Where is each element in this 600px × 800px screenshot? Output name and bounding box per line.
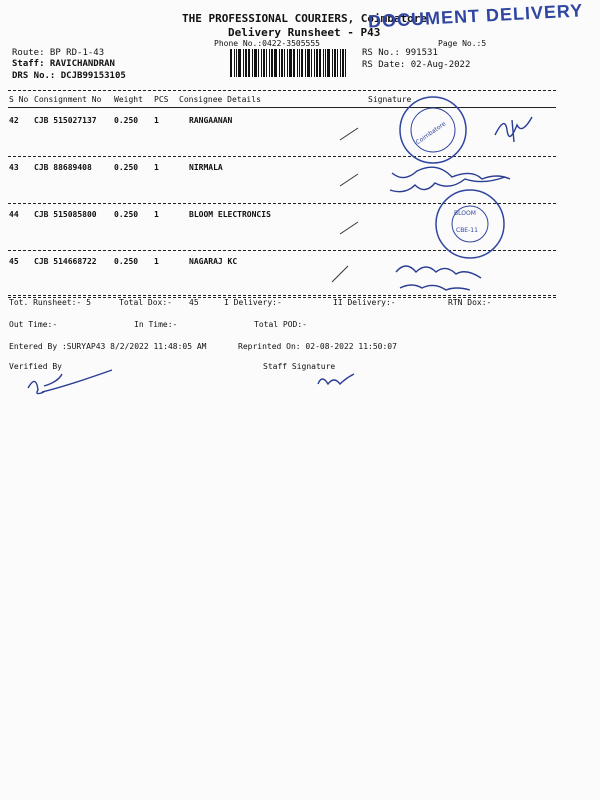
rs-number: RS No.: 991531 bbox=[362, 48, 438, 58]
svg-text:CBE-11: CBE-11 bbox=[456, 227, 478, 234]
verified-by: Verified By bbox=[9, 362, 62, 371]
cell-sno: 44 bbox=[9, 210, 19, 219]
cell-sno: 43 bbox=[9, 163, 19, 172]
universal-energy-stamp bbox=[400, 97, 466, 163]
svg-text:Coimbatore: Coimbatore bbox=[414, 120, 448, 147]
total-pod: Total POD:- bbox=[254, 320, 307, 329]
cell-pcs: 1 bbox=[154, 210, 159, 219]
page-number: Page No.:5 bbox=[438, 39, 487, 48]
i-delivery: I Delivery:- bbox=[224, 298, 282, 307]
in-time: In Time:- bbox=[134, 320, 178, 329]
rs-date: RS Date: 02-Aug-2022 bbox=[362, 60, 471, 70]
col-header-consignee: Consignee Details bbox=[179, 95, 261, 104]
rtn-dox: RTN Dox:- bbox=[448, 298, 492, 307]
col-header-consignment: Consignment No bbox=[34, 95, 102, 104]
col-header-pcs: PCS bbox=[154, 95, 169, 104]
drs-label: DRS No.: DCJB99153105 bbox=[12, 71, 126, 81]
document-delivery-stamp: DOCUMENT DELIVERY bbox=[367, 0, 584, 32]
route-label: Route: BP RD-1-43 bbox=[12, 48, 105, 58]
cell-pcs: 1 bbox=[154, 257, 159, 266]
tot-runsheet: Tot. Runsheet:- 5 bbox=[9, 298, 91, 307]
entered-by: Entered By :SURYAP43 8/2/2022 11:48:05 AM bbox=[9, 342, 207, 351]
cell-consignment: CJB 515085800 bbox=[34, 210, 97, 219]
cell-consignment: CJB 88689408 bbox=[34, 163, 92, 172]
cell-consignment: CJB 514668722 bbox=[34, 257, 97, 266]
svg-text:BLOOM: BLOOM bbox=[454, 210, 476, 217]
divider bbox=[8, 295, 556, 296]
cell-weight: 0.250 bbox=[114, 257, 139, 266]
col-header-sno: S No bbox=[9, 95, 29, 104]
staff-label: Staff: RAVICHANDRAN bbox=[12, 59, 115, 69]
col-header-signature: Signature bbox=[368, 95, 412, 104]
col-header-weight: Weight bbox=[114, 95, 143, 104]
cell-sno: 45 bbox=[9, 257, 19, 266]
bloom-electronics-stamp bbox=[436, 190, 504, 258]
cell-pcs: 1 bbox=[154, 163, 159, 172]
cell-consignee: RANGAANAN bbox=[189, 116, 233, 125]
ii-delivery: II Delivery:- bbox=[333, 298, 396, 307]
company-title: THE PROFESSIONAL COURIERS, Coimbatore bbox=[182, 12, 428, 25]
runsheet-title: Delivery Runsheet - P43 bbox=[228, 26, 381, 39]
total-dox-label: Total Dox:- bbox=[119, 298, 172, 307]
cell-weight: 0.250 bbox=[114, 210, 139, 219]
cell-consignee: BLOOM ELECTRONCIS bbox=[189, 210, 271, 219]
out-time: Out Time:- bbox=[9, 320, 58, 329]
cell-consignee: NIRMALA bbox=[189, 163, 223, 172]
cell-weight: 0.250 bbox=[114, 163, 139, 172]
cell-weight: 0.250 bbox=[114, 116, 139, 125]
phone-number: Phone No.:0422-3505555 bbox=[214, 39, 320, 48]
cell-consignee: NAGARAJ KC bbox=[189, 257, 238, 266]
total-dox-value: 45 bbox=[189, 298, 199, 307]
staff-signature-label: Staff Signature bbox=[263, 362, 336, 371]
tick-marks bbox=[332, 128, 358, 282]
cell-pcs: 1 bbox=[154, 116, 159, 125]
cell-consignment: CJB 515027137 bbox=[34, 116, 97, 125]
cell-sno: 42 bbox=[9, 116, 19, 125]
reprinted-on: Reprinted On: 02-08-2022 11:50:07 bbox=[238, 342, 397, 351]
